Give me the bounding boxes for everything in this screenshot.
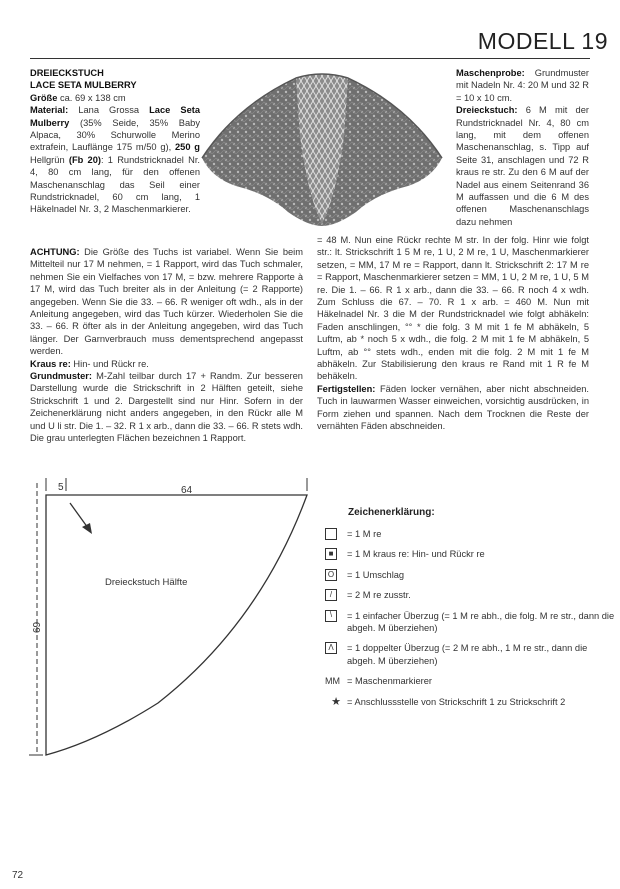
achtung-text: Die Größe des Tuchs ist variabel. Wenn Sie beim Mittelteil nur 17 M nehmen, = 1 Rapport, wird das Tuch schmaler, nehmen Sie ein Vielfaches von 17 M, = bzw. mehrere Rapporte à 17 M, wird das Tuch breiter als in der Anleitung (= 2 Rapporte) angegeben. Wenn Sie die 33. – 66. R weniger oft wdh., als in der Anleitung angegeben, wird das Tuch kürzer. Wiederholen Sie die 33. – 66. R öfter als in der Anleitung angegeben, wird das Tuch länger. Der Garnverbrauch muss dementsprechend angepasst werden. <box>30 247 303 357</box>
legend-text: = Anschlussstelle von Strickschrift 1 zu Strickschrift 2 <box>347 696 566 707</box>
finishing-label: Fertigstellen: <box>317 383 376 394</box>
page-title: MODELL 19 <box>477 28 608 54</box>
legend-item <box>325 548 615 560</box>
k2tog-icon: / <box>325 589 337 601</box>
shawl-photo <box>196 66 448 228</box>
legend-item <box>325 642 615 667</box>
legend-text: = Maschenmarkierer <box>347 676 432 687</box>
dreieck-text: 6 M mit der Rundstricknadel Nr. 4, 80 cm lang, mit dem offenen Maschenanschlag, s. Tipp auf Seite 31, anschlagen und 72 R kraus re str. Zu den 6 M auf der Nadel aus einem Seitenrand 36 M auffassen und die 6 M des offenen Maschenanschlags dazu nehmen <box>456 105 589 227</box>
material-qty: 250 g <box>175 142 200 153</box>
diagram-label: Dreieckstuch Hälfte <box>105 577 188 588</box>
material-text-2: (35% Seide, 35% Baby Alpaca, 30% Schurwolle Merino extrafein, Lauflänge 175 m/50 g), <box>30 117 200 153</box>
knit-stitch-icon <box>325 528 337 540</box>
notes-block <box>30 246 303 445</box>
double-decrease-icon: Λ <box>325 642 337 654</box>
dim-69: 69 <box>32 621 43 633</box>
legend-item <box>325 696 615 708</box>
kraus-label: Kraus re: <box>30 358 71 369</box>
title-dreieckstuch: DREIECKSTUCH <box>30 68 104 78</box>
legend-item <box>325 610 615 635</box>
pattern-text: M-Zahl teilbar durch 17 + Randm. Zur besseren Darstellung wurde die Strickschrift in 2 Hälften geteilt, siehe Strickschrift 1 und 2. Dargestellt sind nur Hinr. Sofern in der Zeichenerklärung nicht anders angegeben, in den Rückr alle M und U li str. Die 1. – 32. R 1 x arb., dann die 33. – 66. R stets wdh. Die grau unterlegten Flächen bezeichnen 1 Rapport. <box>30 371 303 444</box>
title-yarn: LACE SETA MULBERRY <box>30 80 137 91</box>
legend-text: = 1 M kraus re: Hin- und Rückr re <box>347 549 485 560</box>
pattern-label: Grundmuster: <box>30 371 92 382</box>
achtung-label: ACHTUNG: <box>30 247 80 257</box>
gauge-block <box>456 67 589 228</box>
size-label: Größe <box>30 92 58 103</box>
finishing-text: Fäden locker vernähen, aber nicht abschneiden. Tuch in lauwarmen Wasser einweichen, vorsichtig ausdrücken, in Form ziehen und spannen. Nach dem Trocknen die Reste der vernähten Fäden abschneiden. <box>317 383 589 432</box>
legend-item <box>325 528 615 540</box>
legend-text: = 1 einfacher Überzug (= 1 M re abh., die folg. M re str., dann die abgeh. M überziehen) <box>347 610 615 634</box>
material-brand: Lace Seta Mulberry <box>30 105 201 128</box>
single-decrease-icon: \ <box>325 610 337 622</box>
legend-text: = 2 M re zusstr. <box>347 590 411 601</box>
kraus-text: Hin- und Rückr re. <box>73 358 149 369</box>
legend-item <box>325 675 615 687</box>
gauge-label: Maschenprobe: <box>456 68 525 78</box>
legend-text: = 1 Umschlag <box>347 569 405 580</box>
title-rule <box>30 58 590 59</box>
materials-block <box>30 67 200 216</box>
material-text-3: Hellgrün <box>30 154 65 165</box>
arrow-head <box>82 523 92 534</box>
schematic-diagram <box>28 473 318 763</box>
page-number: 72 <box>12 870 24 881</box>
dreieck-continued: = 48 M. Nun eine Rückr rechte M str. In der folg. Hinr wie folgt str.: lt. Strickschrift 1 5 M re, 1 U, 2 M re, 1 U, Maschenmarkierer setzen, = MM, 17 M re = Rapport, dann lt. Strickschrift 2: 17 M re = Rapport, Maschenmarkierer setzen = MM, 1 U, 2 M re, 1 U, 5 M re. Die 1. – 66. R 1 x arb., dann die 33. – 66. R noch 4 x wdh. Zum Schluss die 67. – 70. R 1 x arb. = 460 M. Nun mit Häkelnadel Nr. 3 die M der Rundstricknadel wie folgt abhäkeln: Faden anschlingen, °° * die folg. 3 M mit 1 fe M abhäkeln, 5 Luftm, ab * noch 5 x wdh., die folg. 2 M mit 1 fe M abhäkeln, 5 Luftm, ab °° stets wdh., enden mit die folg. 2 M mit 1 fe M abhäkeln. Zur Stabilisierung den kraus re Rand mit 1 R fe M behäkeln. <box>317 235 589 382</box>
star-icon: ★ <box>331 695 341 708</box>
material-color: (Fb 20) <box>68 154 101 165</box>
material-text-1: Lana Grossa <box>78 105 140 116</box>
legend <box>325 520 615 708</box>
material-text-4: : 1 Rundstricknadel Nr. 4, 80 cm lang, für den offenen Maschenanschlag das Seil einer Rundstricknadel, 60 cm lang, 1 Häkelnadel Nr. 3, 2 Maschenmarkierer. <box>30 154 200 215</box>
garter-stitch-icon: ■ <box>325 548 337 560</box>
legend-title: Zeichenerklärung: <box>348 507 435 518</box>
marker-abbrev: MM <box>325 676 340 687</box>
arrow-shaft <box>70 503 88 528</box>
material-label: Material: <box>30 105 69 116</box>
dim-64: 64 <box>181 485 193 496</box>
legend-text: = 1 doppelter Überzug (= 2 M re abh., 1 M re str., dann die abgeh. M überziehen) <box>347 643 588 666</box>
legend-item <box>325 569 615 581</box>
shawl-half-outline <box>46 495 307 755</box>
dim-5: 5 <box>58 482 64 493</box>
dreieck-label: Dreieckstuch: <box>456 105 518 116</box>
size-value: ca. 69 x 138 cm <box>59 92 126 103</box>
yarn-over-icon: O <box>325 569 337 581</box>
legend-item <box>325 589 615 601</box>
legend-text: = 1 M re <box>347 529 382 539</box>
instructions-block <box>317 234 589 433</box>
gauge-text: Grundmuster mit Nadeln Nr. 4: 20 M und 32 R = 10 x 10 cm. <box>456 68 589 103</box>
